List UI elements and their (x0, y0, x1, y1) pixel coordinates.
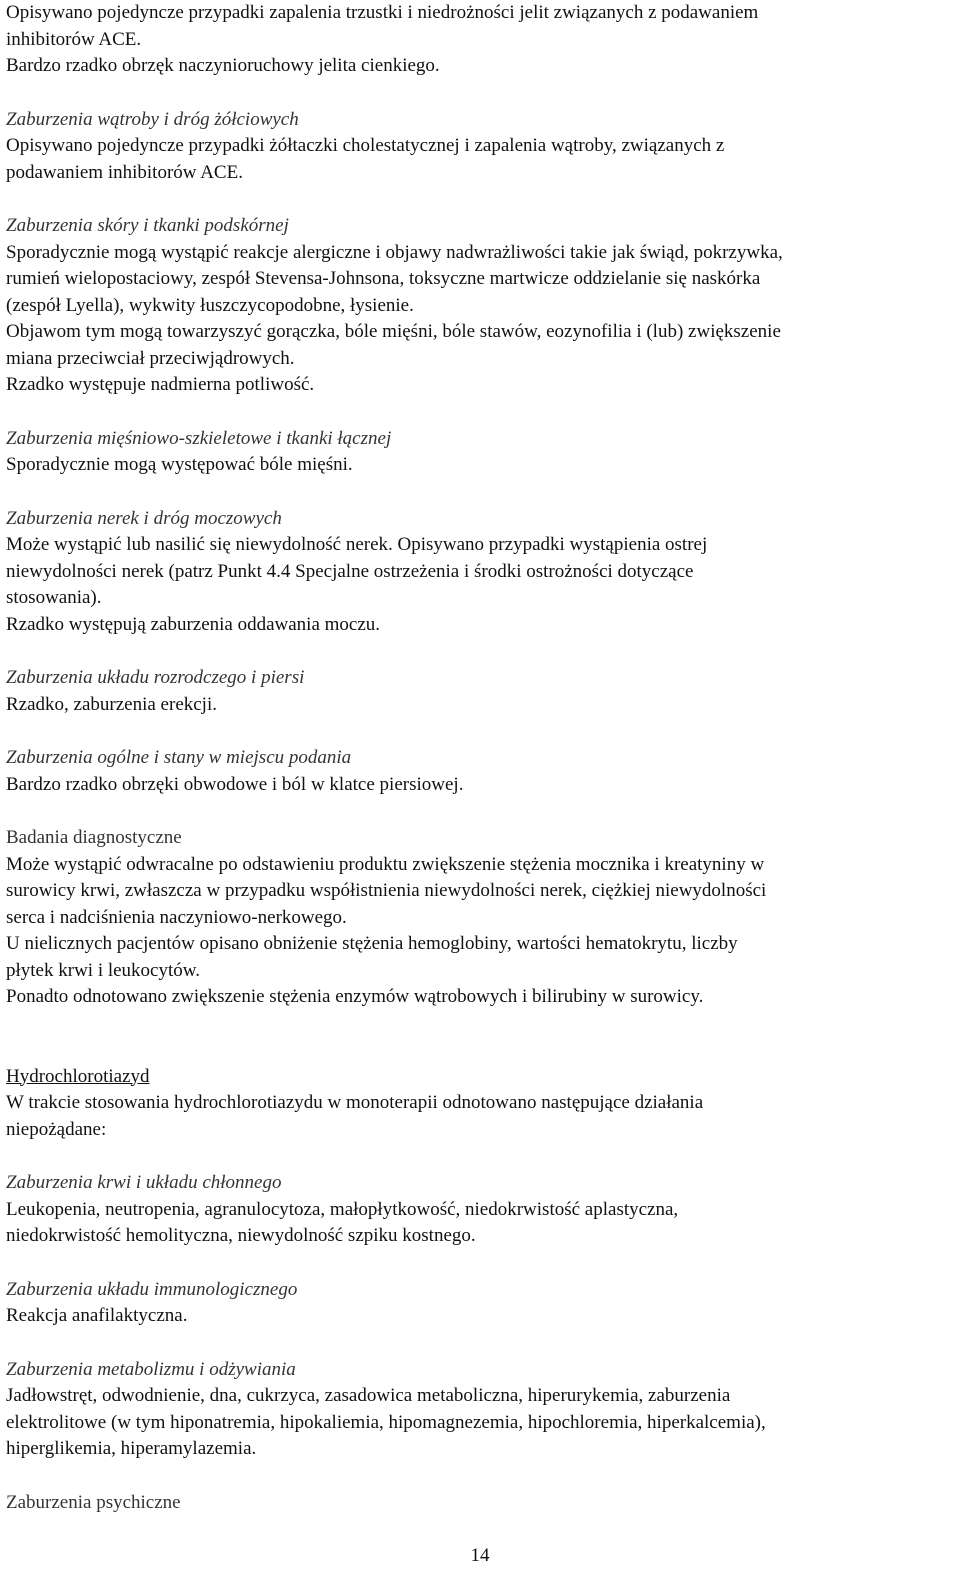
text-line: niedokrwistość hemolityczna, niewydolność szpiku kostnego. (6, 1225, 476, 1246)
text-line: Reakcja anafilaktyczna. (6, 1305, 188, 1326)
page-number: 14 (470, 1545, 490, 1566)
text-line: W trakcie stosowania hydrochlorotiazydu w monoterapii odnotowano następujące działania (6, 1092, 704, 1113)
section-heading: Zaburzenia krwi i układu chłonnego (6, 1172, 282, 1193)
section-kidney (6, 506, 956, 639)
text-line: Bardzo rzadko obrzęki obwodowe i ból w klatce piersiowej. (6, 773, 464, 795)
text-line: płytek krwi i leukocytów. (6, 959, 201, 981)
hydro-title: Hydrochlorotiazyd (6, 1065, 150, 1087)
text-line: hiperglikemia, hiperamylazemia. (6, 1438, 257, 1459)
text-line: U nielicznych pacjentów opisano obniżenie stężenia hemoglobiny, wartości hematokrytu, liczby (6, 933, 738, 954)
text-line: Jadłowstręt, odwodnienie, dna, cukrzyca, zasadowica metaboliczna, hiperurykemia, zaburzenia (6, 1385, 731, 1406)
text-line: niewydolności nerek (patrz Punkt 4.4 Specjalne ostrzeżenia i środki ostrożności dotyczące (6, 560, 694, 582)
text-line: Ponadto odnotowano zwiększenie stężenia enzymów wątrobowych i bilirubiny w surowicy. (6, 986, 704, 1007)
text-line: stosowania). (6, 587, 102, 608)
text-line: surowicy krwi, zwłaszcza w przypadku współistnienia niewydolności nerek, ciężkiej niewydolności (6, 880, 767, 901)
text-line: Może wystąpić lub nasilić się niewydolność nerek. Opisywano przypadki wystąpienia ostrej (6, 534, 708, 555)
text-line: rumień wielopostaciowy, zespół Stevensa-Johnsona, toksyczne martwicze oddzielanie się naskórka (6, 268, 761, 289)
section-heading: Zaburzenia metabolizmu i odżywiania (6, 1358, 296, 1380)
text-line: Opisywano pojedyncze przypadki zapalenia trzustki i niedrożności jelit związanych z podawaniem (6, 2, 759, 23)
section-heading: Zaburzenia wątroby i dróg żółciowych (6, 108, 299, 130)
text-line: miana przeciwciał przeciwjądrowych. (6, 347, 295, 369)
intro-paragraph (6, 0, 956, 80)
section-skin (6, 213, 956, 399)
text-line: Rzadko występuje nadmierna potliwość. (6, 374, 315, 395)
text-line: Rzadko występują zaburzenia oddawania moczu. (6, 613, 381, 635)
section-heading: Zaburzenia mięśniowo-szkieletowe i tkanki łącznej (6, 427, 392, 449)
text-line: Leukopenia, neutropenia, agranulocytoza, małopłytkowość, niedokrwistość aplastyczna, (6, 1198, 679, 1220)
section-immune (6, 1277, 956, 1330)
text-line: inhibitorów ACE. (6, 28, 142, 50)
text-line: Objawom tym mogą towarzyszyć gorączka, bóle mięśni, bóle stawów, eozynofilia i (lub) zwiększenie (6, 321, 781, 342)
section-heading: Badania diagnostyczne (6, 827, 182, 848)
section-general (6, 745, 956, 798)
text-line: elektrolitowe (w tym hiponatremia, hipokaliemia, hipomagnezemia, hipochloremia, hiperkalcemia), (6, 1411, 766, 1433)
text-line: Sporadycznie mogą wystąpić reakcje alergiczne i objawy nadwrażliwości takie jak świąd, pokrzywka, (6, 241, 783, 263)
text-line: Sporadycznie mogą występować bóle mięśni. (6, 454, 353, 475)
section-diagnostics (6, 825, 956, 1011)
document-page (6, 0, 956, 1516)
text-line: niepożądane: (6, 1118, 107, 1140)
text-line: Opisywano pojedyncze przypadki żółtaczki cholestatycznej i zapalenia wątroby, związanych z (6, 135, 725, 156)
section-heading: Zaburzenia psychiczne (6, 1491, 181, 1513)
section-heading: Zaburzenia ogólne i stany w miejscu podania (6, 747, 352, 768)
section-heading: Zaburzenia układu rozrodczego i piersi (6, 667, 305, 688)
section-reproductive (6, 665, 956, 718)
section-heading: Zaburzenia skóry i tkanki podskórnej (6, 215, 289, 236)
section-heading: Zaburzenia układu immunologicznego (6, 1278, 298, 1300)
text-line: Może wystąpić odwracalne po odstawieniu produktu zwiększenie stężenia mocznika i kreatyniny w (6, 853, 765, 875)
text-line: Rzadko, zaburzenia erekcji. (6, 693, 217, 715)
section-heading: Zaburzenia nerek i dróg moczowych (6, 507, 282, 529)
text-line: serca i nadciśnienia naczyniowo-nerkowego. (6, 906, 347, 928)
section-liver (6, 107, 956, 187)
text-line: (zespół Lyella), wykwity łuszczycopodobne, łysienie. (6, 294, 414, 316)
section-blood (6, 1170, 956, 1250)
hydro-intro (6, 1064, 956, 1144)
text-line: podawaniem inhibitorów ACE. (6, 161, 243, 183)
section-metabolism (6, 1357, 956, 1463)
section-musculoskeletal (6, 426, 956, 479)
section-psychiatric (6, 1490, 956, 1517)
text-line: Bardzo rzadko obrzęk naczynioruchowy jelita cienkiego. (6, 55, 440, 76)
